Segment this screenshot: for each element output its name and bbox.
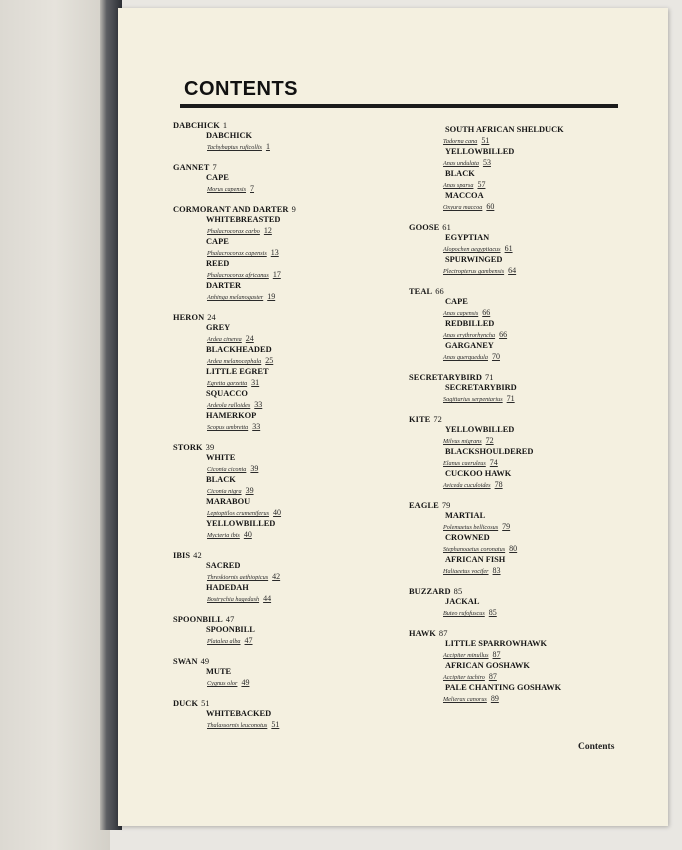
species-page: 80 — [509, 544, 518, 553]
species-name: LITTLE SPARROWHAWK — [445, 639, 547, 648]
scientific-name: Milvus migrans — [443, 438, 482, 445]
group-page: 61 — [442, 223, 451, 232]
scientific-name: Ardeola ralloides — [207, 402, 251, 409]
species-name: REED — [206, 259, 230, 268]
group-name: STORK — [173, 443, 203, 452]
species-entry — [445, 683, 609, 693]
species-page: 87 — [492, 650, 501, 659]
scientific-name-line — [207, 421, 373, 433]
scientific-name-line — [443, 135, 609, 147]
species-name: REDBILLED — [445, 319, 495, 328]
scientific-name-line — [443, 671, 609, 683]
scientific-name: Tadorna cana — [443, 138, 478, 145]
species-page: 7 — [250, 184, 255, 193]
species-entry — [206, 475, 373, 485]
group-title — [409, 587, 609, 597]
species-page: 66 — [482, 308, 491, 317]
scientific-name: Haliaeetus vocifer — [443, 568, 489, 575]
species-name: CAPE — [445, 297, 468, 306]
species-entry — [445, 169, 609, 179]
species-page: 70 — [491, 352, 500, 361]
group-page: 49 — [200, 657, 210, 666]
contents-group — [173, 699, 373, 731]
species-name: BLACK — [206, 475, 236, 484]
species-name: CROWNED — [445, 533, 490, 542]
scientific-name-line — [443, 521, 609, 533]
scientific-name-line — [207, 485, 373, 497]
species-entry — [206, 367, 373, 377]
species-entry — [445, 447, 609, 457]
species-name: SPOONBILL — [206, 625, 255, 634]
species-entry — [445, 191, 609, 201]
scientific-name: Morus capensis — [207, 186, 247, 193]
group-title — [173, 699, 373, 709]
species-name: PALE CHANTING GOSHAWK — [445, 683, 562, 692]
scientific-name: Stephanoaetus coronatus — [443, 546, 506, 553]
species-page: 19 — [267, 292, 276, 301]
contents-group — [173, 615, 373, 647]
species-name: WHITE — [206, 453, 236, 462]
scientific-name-line — [443, 265, 609, 277]
scientific-name-line — [207, 635, 373, 647]
scientific-name: Anhinga melanogaster — [207, 294, 264, 301]
group-title — [173, 205, 373, 215]
scientific-name-line — [207, 399, 373, 411]
species-name: HAMERKOP — [206, 411, 257, 420]
scientific-name: Platalea alba — [207, 638, 241, 645]
species-entry — [206, 131, 373, 141]
species-entry — [206, 519, 373, 529]
species-entry — [445, 383, 609, 393]
scientific-name-line — [443, 607, 609, 619]
contents-group — [409, 629, 609, 705]
scientific-name-line — [207, 183, 373, 195]
group-page: 66 — [435, 287, 444, 296]
scientific-name: Threskiornis aethiopicus — [207, 574, 269, 581]
species-page: 74 — [489, 458, 498, 467]
species-name: CUCKOO HAWK — [445, 469, 512, 478]
scientific-name: Phalacrocorax carbo — [207, 228, 260, 235]
species-name: WHITEBACKED — [206, 709, 272, 718]
scientific-name: Cygnus olor — [207, 680, 238, 687]
scientific-name-line — [443, 307, 609, 319]
species-page: 39 — [250, 464, 259, 473]
species-name: WHITEBREASTED — [206, 215, 281, 224]
group-name: TEAL — [409, 287, 433, 296]
contents-column-left — [173, 121, 373, 741]
species-page: 33 — [254, 400, 263, 409]
scientific-name: Scopus umbretta — [207, 424, 249, 431]
species-page: 60 — [486, 202, 495, 211]
group-title — [173, 163, 373, 173]
scientific-name-line — [443, 243, 609, 255]
species-entry — [206, 561, 373, 571]
group-name: HAWK — [409, 629, 436, 638]
species-page: 24 — [245, 334, 254, 343]
scientific-name-line — [443, 157, 609, 169]
group-title — [409, 415, 609, 425]
species-name: GARGANEY — [445, 341, 494, 350]
species-entry — [206, 625, 373, 635]
scientific-name-line — [443, 201, 609, 213]
scientific-name: Phalacrocorax africanus — [207, 272, 269, 279]
species-entry — [206, 173, 373, 183]
scientific-name-line — [443, 649, 609, 661]
species-page: 79 — [502, 522, 511, 531]
page-footer: Contents — [578, 742, 615, 752]
scientific-name-line — [207, 593, 373, 605]
species-entry — [445, 341, 609, 351]
species-page: 40 — [273, 508, 282, 517]
group-name: CORMORANT AND DARTER — [173, 205, 289, 214]
species-entry — [445, 255, 609, 265]
species-entry — [445, 319, 609, 329]
contents-group — [409, 501, 609, 577]
scientific-name-line — [207, 571, 373, 583]
group-title — [173, 551, 373, 561]
species-name: MARTIAL — [445, 511, 486, 520]
contents-column-right — [409, 125, 609, 715]
species-name: BLACKSHOULDERED — [445, 447, 534, 456]
scientific-name-line — [207, 355, 373, 367]
species-page: 12 — [263, 226, 272, 235]
group-title — [409, 373, 609, 383]
group-name: KITE — [409, 415, 431, 424]
species-name: BLACKHEADED — [206, 345, 272, 354]
page-title: CONTENTS — [184, 78, 298, 100]
species-name: MARABOU — [206, 497, 251, 506]
species-entry — [206, 281, 373, 291]
species-entry — [206, 709, 373, 719]
scientific-name: Anas querquedula — [443, 354, 488, 361]
scientific-name-line — [207, 141, 373, 153]
group-name: DUCK — [173, 699, 199, 708]
contents-group — [173, 121, 373, 153]
contents-group — [173, 443, 373, 541]
species-name: BLACK — [445, 169, 475, 178]
species-page: 72 — [485, 436, 494, 445]
species-entry — [206, 237, 373, 247]
contents-group — [409, 125, 609, 213]
group-page: 51 — [201, 699, 210, 708]
species-page: 64 — [508, 266, 517, 275]
group-page: 39 — [205, 443, 215, 452]
species-name: MUTE — [206, 667, 232, 676]
scientific-name: Ardea cinerea — [207, 336, 242, 343]
group-page: 71 — [484, 373, 494, 382]
group-name: GOOSE — [409, 223, 440, 232]
group-name: DABCHICK — [173, 121, 220, 130]
scientific-name: Polemaetus bellicosus — [443, 524, 499, 531]
species-entry — [206, 667, 373, 677]
group-page: 42 — [193, 551, 202, 560]
scientific-name: Egretta garzetta — [207, 380, 248, 387]
scientific-name: Tachybaptus ruficollis — [207, 144, 262, 151]
species-page: 87 — [488, 672, 497, 681]
scientific-name: Aviceda cuculoides — [443, 482, 491, 489]
species-page: 25 — [265, 356, 274, 365]
scientific-name-line — [443, 393, 609, 405]
species-page: 83 — [492, 566, 501, 575]
contents-page — [118, 8, 668, 826]
species-name: SACRED — [206, 561, 241, 570]
group-title — [409, 223, 609, 233]
species-name: HADEDAH — [206, 583, 249, 592]
group-page: 1 — [222, 121, 228, 130]
scientific-name: Sagittarius serpentarius — [443, 396, 503, 403]
species-page: 47 — [244, 636, 253, 645]
group-page: 47 — [225, 615, 235, 624]
scientific-name-line — [443, 435, 609, 447]
species-name: MACCOA — [445, 191, 484, 200]
scientific-name-line — [207, 677, 373, 689]
contents-group — [173, 657, 373, 689]
species-name: AFRICAN FISH — [445, 555, 506, 564]
species-name: YELLOWBILLED — [206, 519, 276, 528]
species-name: DARTER — [206, 281, 242, 290]
group-name: SECRETARYBIRD — [409, 373, 482, 382]
scientific-name: Phalacrocorax capensis — [207, 250, 267, 257]
scientific-name-line — [207, 225, 373, 237]
scientific-name: Buteo rufofuscus — [443, 610, 485, 617]
contents-group — [409, 415, 609, 491]
species-page: 44 — [263, 594, 272, 603]
species-page: 33 — [252, 422, 261, 431]
species-page: 78 — [494, 480, 503, 489]
species-name: SECRETARYBIRD — [445, 383, 517, 392]
species-page: 89 — [490, 694, 499, 703]
scientific-name: Oxyura maccoa — [443, 204, 483, 211]
scientific-name-line — [207, 333, 373, 345]
species-name: AFRICAN GOSHAWK — [445, 661, 530, 670]
contents-group — [173, 313, 373, 433]
scientific-name-line — [443, 693, 609, 705]
species-name: YELLOWBILLED — [445, 425, 515, 434]
species-entry — [445, 233, 609, 243]
scientific-name-line — [443, 329, 609, 341]
contents-group — [409, 287, 609, 363]
facing-page — [0, 0, 110, 850]
species-page: 66 — [499, 330, 508, 339]
species-page: 61 — [504, 244, 513, 253]
species-name: DABCHICK — [206, 131, 253, 140]
species-page: 1 — [265, 142, 270, 151]
species-entry — [445, 297, 609, 307]
species-page: 17 — [272, 270, 281, 279]
scientific-name-line — [443, 479, 609, 491]
group-name: HERON — [173, 313, 205, 322]
species-page: 53 — [482, 158, 491, 167]
scientific-name: Leptoptilos crumeniferus — [207, 510, 270, 517]
group-name: GANNET — [173, 163, 210, 172]
group-page: 87 — [438, 629, 448, 638]
contents-group — [409, 223, 609, 277]
scientific-name-line — [207, 463, 373, 475]
species-entry — [445, 597, 609, 607]
species-entry — [206, 411, 373, 421]
group-name: IBIS — [173, 551, 191, 560]
group-name: SWAN — [173, 657, 198, 666]
species-entry — [206, 259, 373, 269]
scientific-name: Accipiter minullus — [443, 652, 489, 659]
species-name: JACKAL — [445, 597, 480, 606]
species-page: 85 — [488, 608, 497, 617]
species-entry — [206, 215, 373, 225]
scientific-name: Anas sparsa — [443, 182, 474, 189]
scientific-name-line — [207, 719, 373, 731]
scientific-name-line — [443, 457, 609, 469]
species-page: 57 — [477, 180, 486, 189]
group-page: 79 — [441, 501, 451, 510]
species-entry — [445, 533, 609, 543]
contents-group — [173, 205, 373, 303]
species-entry — [445, 555, 609, 565]
scientific-name: Alopochen aegyptiacus — [443, 246, 501, 253]
group-page: 9 — [291, 205, 296, 214]
species-entry — [206, 453, 373, 463]
species-page: 13 — [270, 248, 279, 257]
scientific-name-line — [443, 179, 609, 191]
species-page: 31 — [251, 378, 260, 387]
species-page: 51 — [481, 136, 490, 145]
species-page: 42 — [272, 572, 281, 581]
group-name: BUZZARD — [409, 587, 451, 596]
species-entry — [206, 345, 373, 355]
scientific-name-line — [207, 377, 373, 389]
scientific-name: Plectropterus gambensis — [443, 268, 505, 275]
contents-group — [173, 163, 373, 195]
species-entry — [445, 511, 609, 521]
species-name: GREY — [206, 323, 231, 332]
scientific-name: Anas undulata — [443, 160, 479, 167]
group-title — [409, 501, 609, 511]
scientific-name: Anas capensis — [443, 310, 479, 317]
scientific-name-line — [443, 351, 609, 363]
group-page: 7 — [212, 163, 217, 172]
title-rule — [180, 104, 618, 108]
scientific-name: Anas erythrorhyncha — [443, 332, 496, 339]
species-page: 71 — [506, 394, 515, 403]
species-entry — [206, 583, 373, 593]
group-title — [173, 121, 373, 131]
scientific-name-line — [207, 247, 373, 259]
species-entry — [445, 469, 609, 479]
group-page: 85 — [453, 587, 463, 596]
species-page: 49 — [241, 678, 250, 687]
scientific-name-line — [207, 507, 373, 519]
group-page: 72 — [433, 415, 442, 424]
species-entry — [445, 639, 609, 649]
scientific-name-line — [207, 291, 373, 303]
scientific-name: Ciconia nigra — [207, 488, 242, 495]
species-entry — [445, 661, 609, 671]
contents-group — [173, 551, 373, 605]
species-entry — [206, 497, 373, 507]
species-name: SOUTH AFRICAN SHELDUCK — [445, 125, 564, 134]
group-title — [173, 313, 373, 323]
species-page: 40 — [243, 530, 252, 539]
contents-group — [409, 587, 609, 619]
scientific-name-line — [207, 529, 373, 541]
species-name: CAPE — [206, 173, 229, 182]
scientific-name: Melierax canorus — [443, 696, 487, 703]
scientific-name: Ardea melanocephala — [207, 358, 262, 365]
species-name: SPURWINGED — [445, 255, 503, 264]
contents-group — [409, 373, 609, 405]
scientific-name: Thalassornis leuconotus — [207, 722, 268, 729]
scientific-name: Mycteria ibis — [207, 532, 240, 539]
group-title — [173, 615, 373, 625]
scientific-name: Elanus caeruleus — [443, 460, 486, 467]
group-title — [409, 287, 609, 297]
species-page: 51 — [271, 720, 280, 729]
species-entry — [445, 425, 609, 435]
species-entry — [445, 125, 609, 135]
species-page: 39 — [245, 486, 254, 495]
group-title — [173, 657, 373, 667]
scientific-name: Bostrychia hagedash — [207, 596, 260, 603]
scientific-name-line — [443, 565, 609, 577]
species-entry — [206, 323, 373, 333]
species-name: LITTLE EGRET — [206, 367, 269, 376]
species-name: SQUACCO — [206, 389, 248, 398]
scientific-name-line — [207, 269, 373, 281]
scientific-name-line — [443, 543, 609, 555]
species-entry — [206, 389, 373, 399]
group-page: 24 — [207, 313, 216, 322]
group-title — [409, 629, 609, 639]
scientific-name: Ciconia ciconia — [207, 466, 247, 473]
species-name: YELLOWBILLED — [445, 147, 515, 156]
group-name: SPOONBILL — [173, 615, 223, 624]
group-title — [173, 443, 373, 453]
species-name: EGYPTIAN — [445, 233, 490, 242]
species-name: CAPE — [206, 237, 229, 246]
species-entry — [445, 147, 609, 157]
group-name: EAGLE — [409, 501, 439, 510]
scientific-name: Accipiter tachiro — [443, 674, 485, 681]
